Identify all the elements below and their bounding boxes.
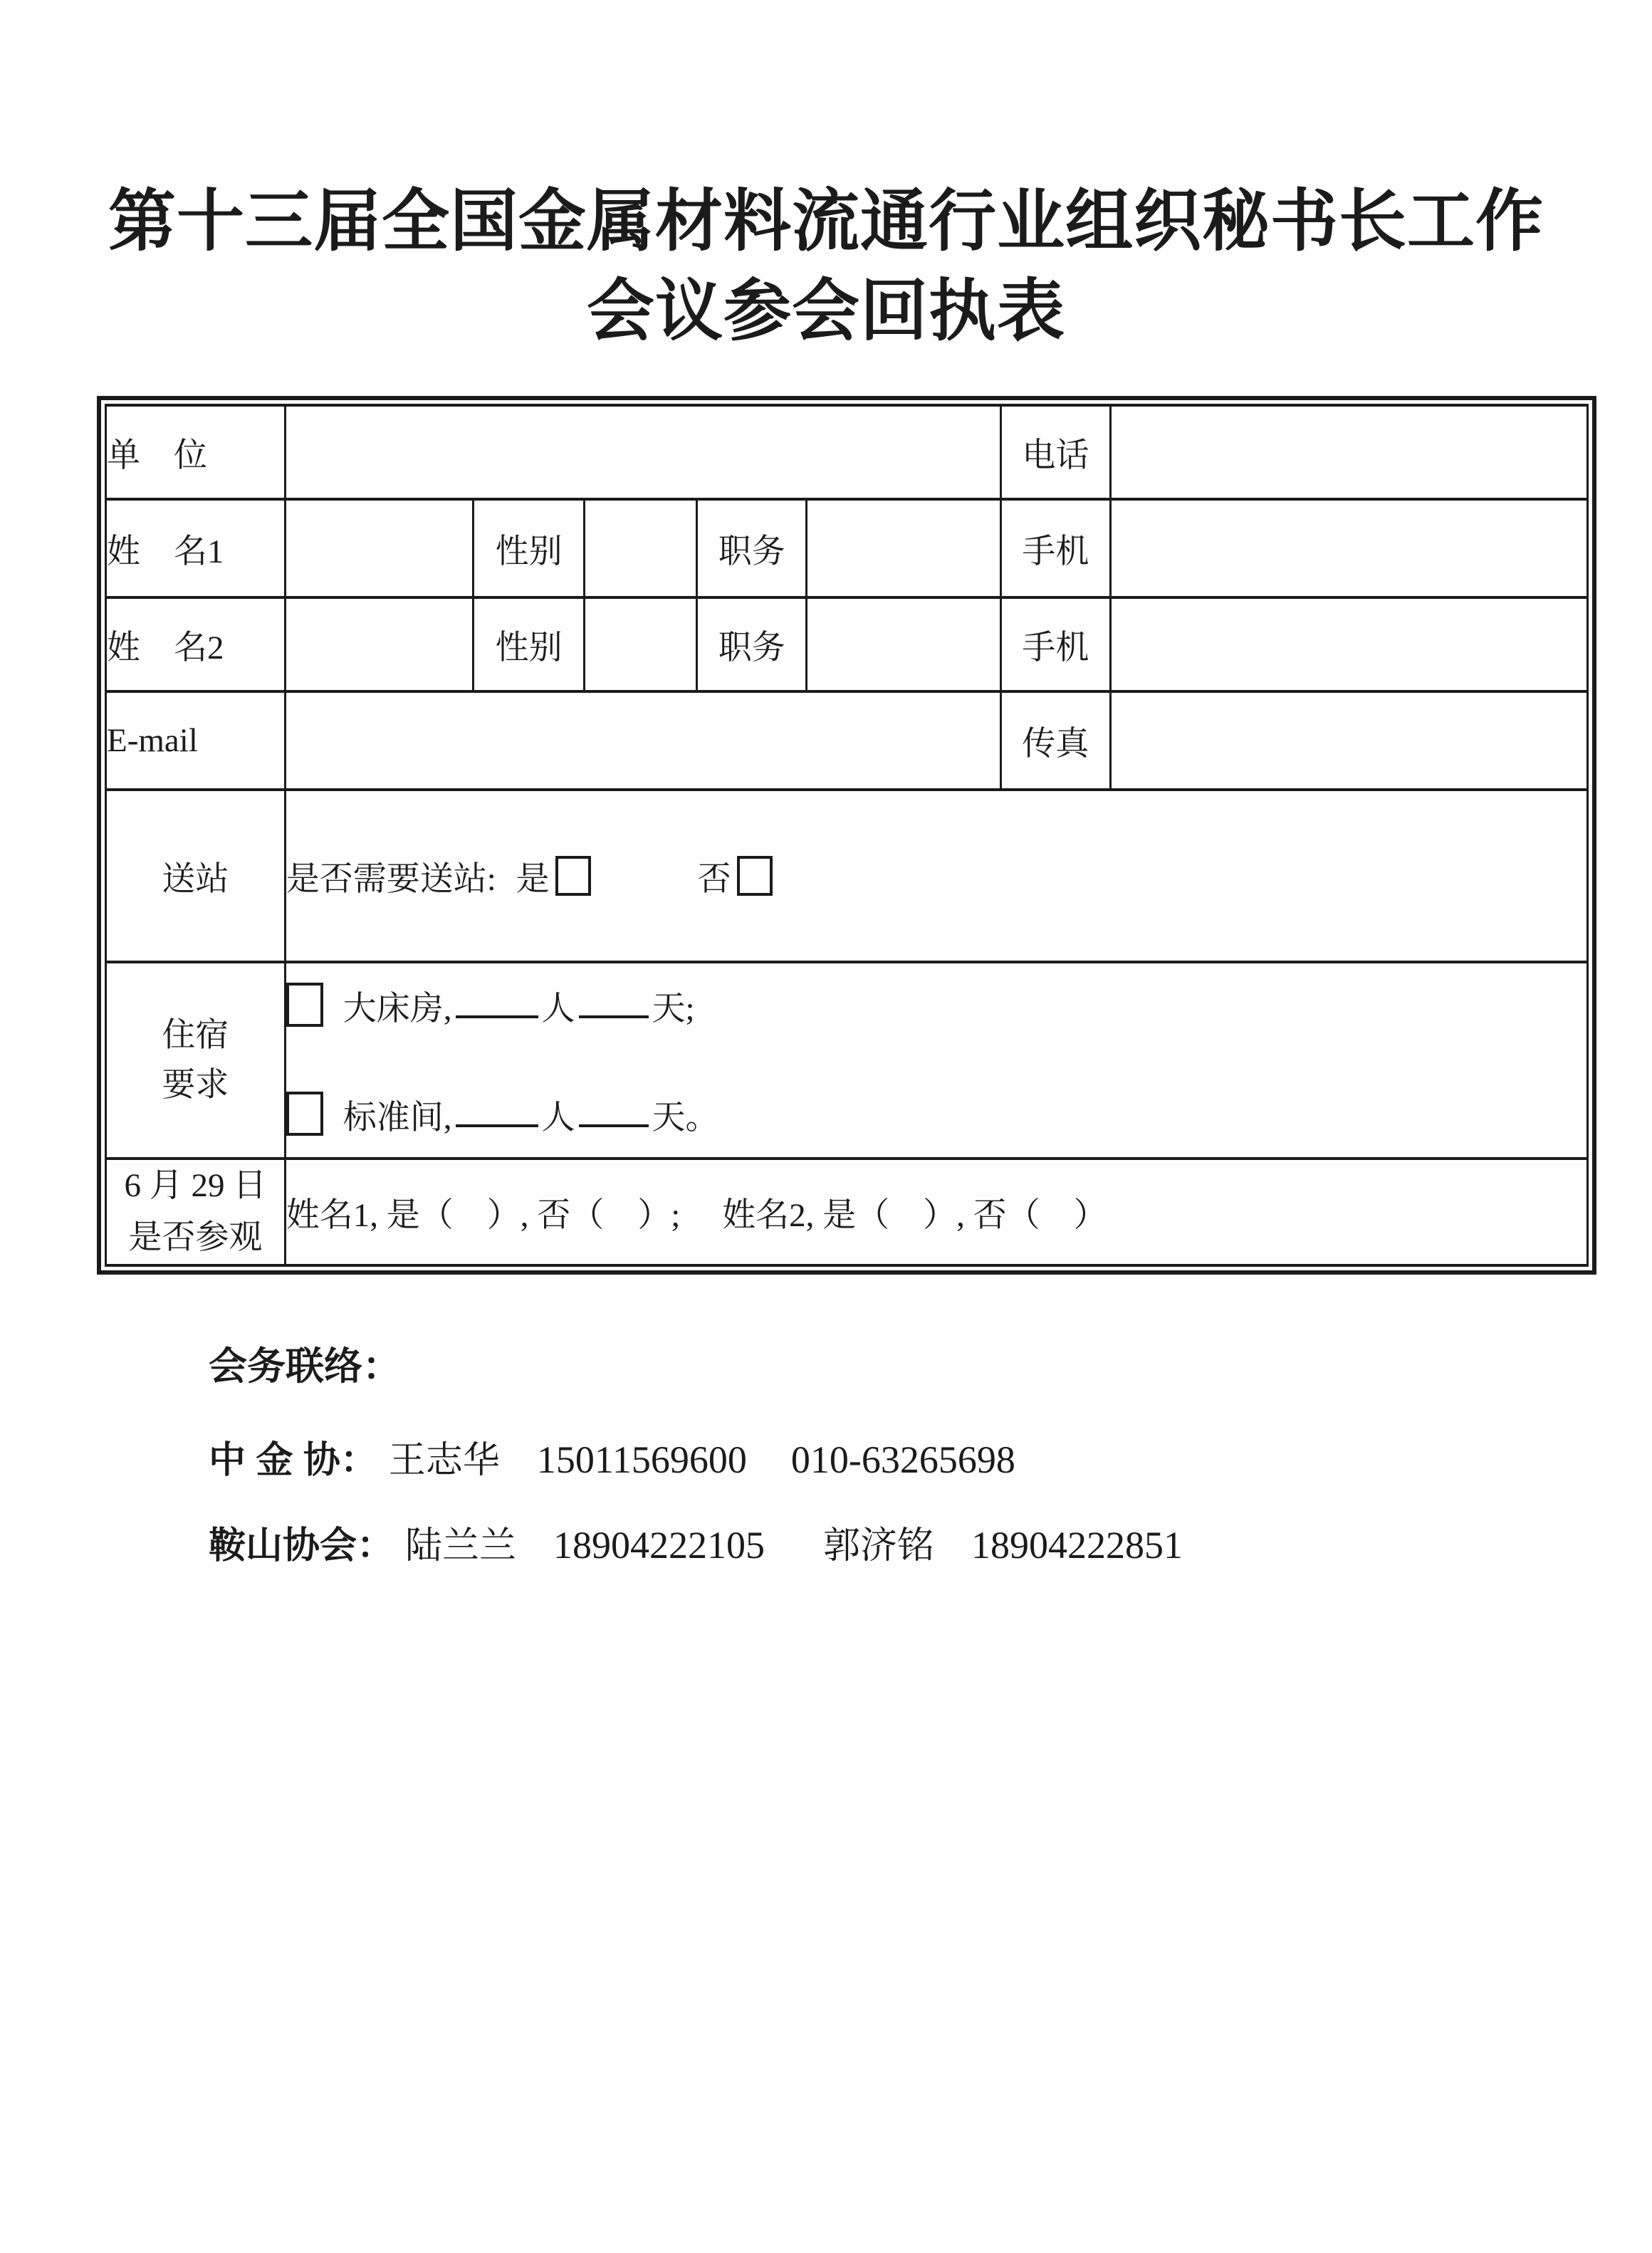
contact-name-lulanlan: 陆兰兰: [405, 1526, 517, 1567]
position1-value-cell: [807, 499, 1001, 597]
mobile2-label-cell: [1000, 597, 1110, 691]
station-no-label: 否: [697, 860, 731, 898]
contact-name-guojiming: 郭济铭: [823, 1526, 935, 1567]
position2-label-cell: [697, 597, 807, 691]
visit-answer-text: 姓名1, 是（ ）, 否（ ）; 姓名2, 是（ ）, 否（ ）: [286, 1196, 1107, 1234]
lodging-option-standard: [286, 1091, 1586, 1139]
email-row: [106, 691, 1588, 790]
contact-mobile-guojiming: 18904222851: [971, 1524, 1183, 1567]
position1-label-cell: [697, 499, 807, 597]
title-line-2: 会议参会回执表: [586, 273, 1065, 350]
visit-label-line2: 是否参观: [128, 1219, 263, 1256]
standard-room-label: 标准间,: [343, 1099, 452, 1136]
contact-mobile-wangzhihua: 15011569600: [536, 1438, 747, 1481]
form-table: [105, 404, 1589, 1267]
big-bed-person-blank: [456, 1011, 538, 1018]
name1-label-cell: [106, 499, 286, 597]
station-question: 是否需要送站:: [286, 860, 505, 898]
contact-line-anshan: [209, 1515, 1183, 1569]
name2-label-cell: [106, 597, 286, 691]
phone-label-cell: [1000, 405, 1110, 499]
name2-label: 姓 名2: [107, 629, 224, 667]
gender1-value-cell: [585, 499, 697, 597]
person1-row: [106, 499, 1588, 597]
title-line-1: 第十三届全国金属材料流通行业组织秘书长工作: [108, 184, 1544, 259]
unit-label: 单 位: [107, 437, 207, 474]
form-table-frame: [97, 396, 1596, 1275]
lodging-label-line2: 要求: [162, 1067, 229, 1104]
visit-label-cell: [106, 1159, 286, 1265]
mobile2-label: 手机: [1022, 629, 1089, 667]
big-bed-day-unit: 天;: [652, 990, 695, 1028]
mobile1-label-cell: [1000, 499, 1110, 597]
email-label: E-mail: [107, 722, 198, 759]
contact-mobile-lulanlan: 18904222105: [553, 1524, 765, 1567]
mobile1-value-cell: [1110, 499, 1587, 597]
lodging-row: [106, 962, 1588, 1159]
visit-label-line1: 6 月 29 日: [124, 1167, 267, 1205]
name1-value-cell: [285, 499, 473, 597]
unit-label-cell: [106, 405, 286, 499]
visit-content-cell: [285, 1159, 1587, 1265]
station-no-checkbox-icon: [737, 856, 773, 896]
standard-room-person-blank: [456, 1120, 538, 1127]
station-label-cell: [106, 790, 286, 962]
person2-row: [106, 597, 1588, 691]
station-row: [106, 790, 1588, 962]
unit-value-cell: [285, 405, 1000, 499]
gender1-label-cell: [474, 499, 585, 597]
gender2-label-cell: [474, 597, 585, 691]
station-yes-checkbox-icon: [555, 856, 591, 896]
contact-line-cjma: [209, 1430, 1015, 1483]
name2-value-cell: [285, 597, 473, 691]
contacts-heading: 会务联络：: [209, 1345, 401, 1388]
email-label-cell: [106, 691, 286, 790]
contact-org-cjma: 中 金 协：: [209, 1440, 377, 1481]
unit-row: [106, 405, 1588, 499]
station-label: 送站: [162, 860, 229, 898]
position1-label: 职务: [718, 533, 785, 570]
big-bed-checkbox-icon: [286, 983, 323, 1027]
position2-label: 职务: [718, 629, 785, 667]
fax-label: 传真: [1022, 725, 1089, 763]
gender1-label: 性别: [495, 533, 563, 570]
page-title: [0, 177, 1652, 357]
lodging-label-cell: [106, 962, 286, 1159]
lodging-option-big-bed: [286, 982, 1586, 1030]
standard-room-person-unit: 人: [541, 1099, 575, 1136]
fax-label-cell: [1000, 691, 1110, 790]
standard-room-day-blank: [579, 1120, 649, 1127]
lodging-label-line1: 住宿: [162, 1016, 229, 1054]
fax-value-cell: [1110, 691, 1587, 790]
contact-tel-cjma: 010-63265698: [790, 1438, 1015, 1481]
contact-org-anshan: 鞍山协会：: [209, 1525, 394, 1567]
visit-row: [106, 1159, 1588, 1265]
big-bed-label: 大床房,: [343, 990, 452, 1028]
gender2-value-cell: [585, 597, 697, 691]
station-content-cell: [285, 790, 1587, 962]
big-bed-person-unit: 人: [541, 990, 575, 1028]
contact-name-wangzhihua: 王志华: [388, 1441, 500, 1481]
gender2-label: 性别: [495, 629, 563, 667]
mobile2-value-cell: [1110, 597, 1587, 691]
lodging-content-cell: [285, 962, 1587, 1159]
name1-label: 姓 名1: [107, 533, 224, 570]
mobile1-label: 手机: [1022, 533, 1089, 570]
big-bed-day-blank: [579, 1011, 649, 1018]
position2-value-cell: [807, 597, 1001, 691]
email-value-cell: [285, 691, 1000, 790]
phone-value-cell: [1110, 405, 1587, 499]
phone-label: 电话: [1022, 437, 1089, 474]
standard-room-checkbox-icon: [286, 1092, 323, 1136]
standard-room-day-unit: 天。: [652, 1099, 719, 1136]
station-yes-label: 是: [516, 860, 550, 898]
